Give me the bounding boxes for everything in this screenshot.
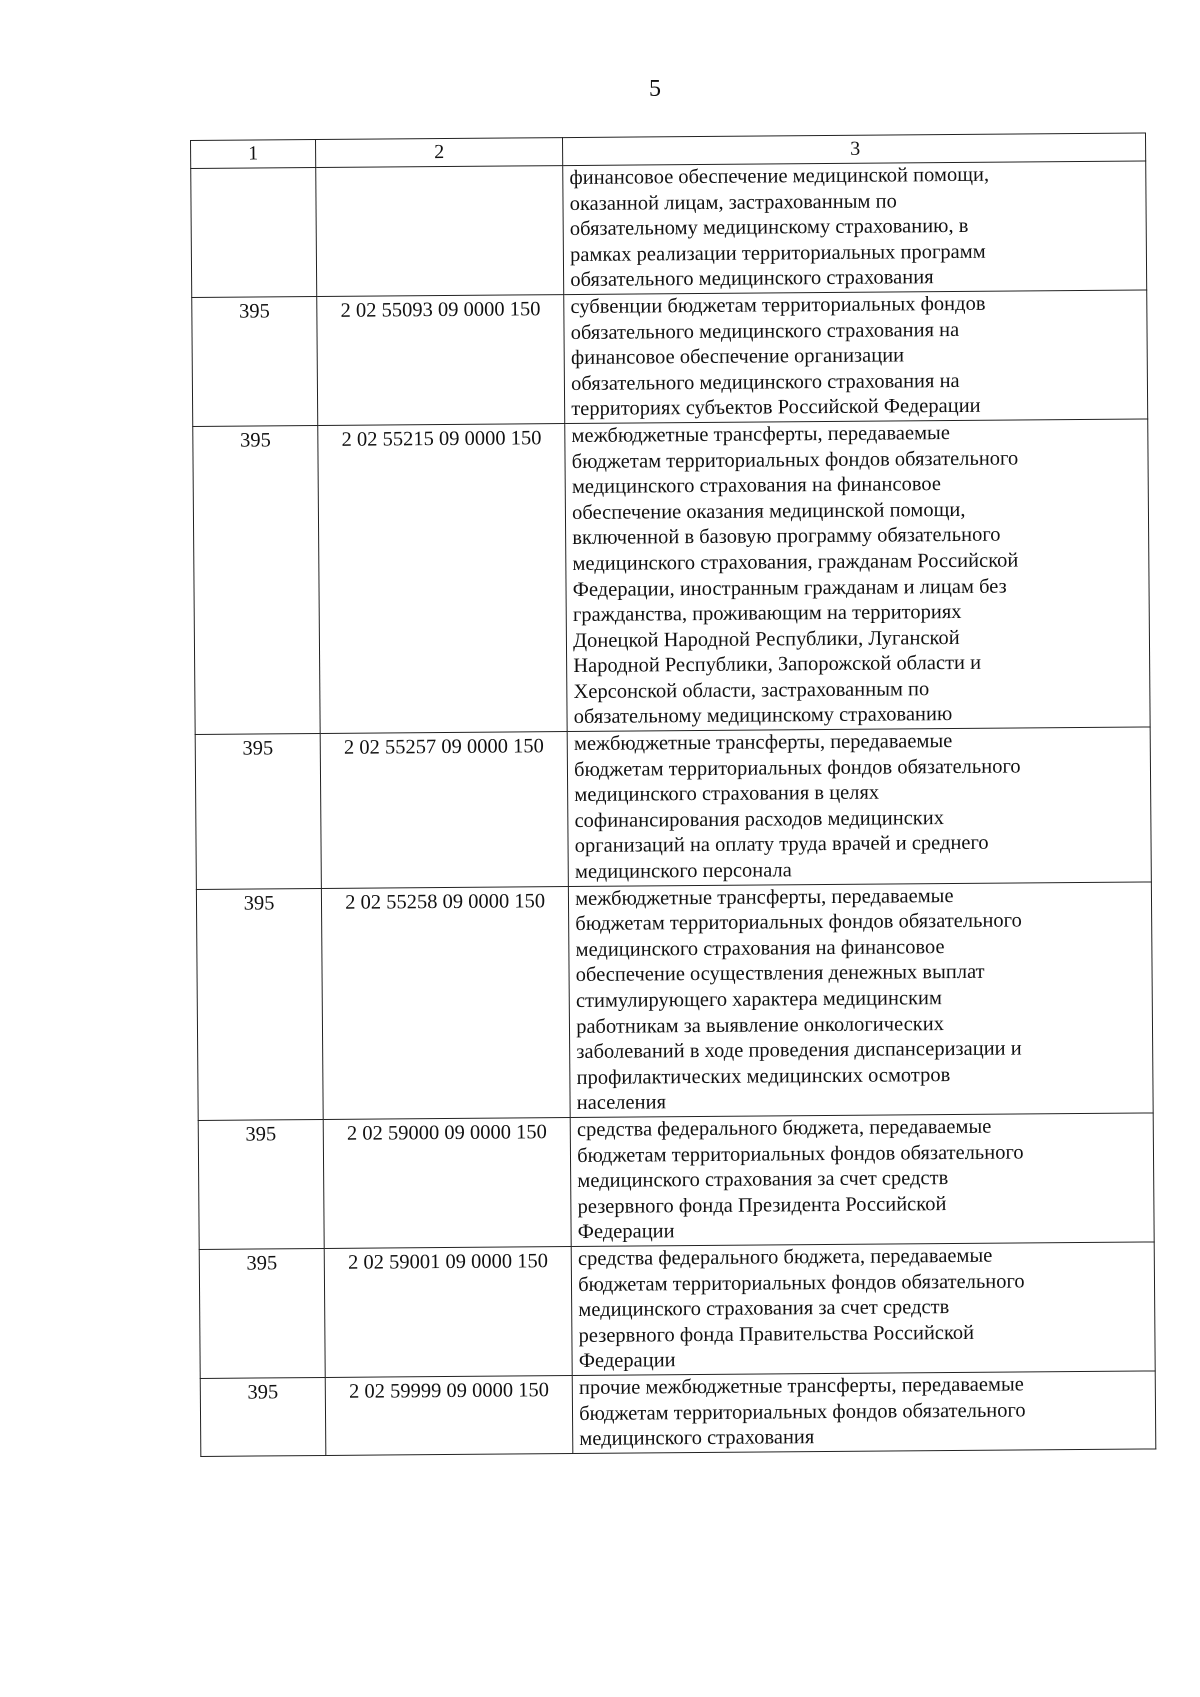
admin-code-cell xyxy=(195,734,321,890)
admin-code-cell xyxy=(191,168,317,298)
description-cell xyxy=(570,1113,1154,1247)
description-text: средства федерального бюджета, передаваемые бюджетам территориальных фондов обязательного медицинского страхования за счет средств резервного фонда Президента Российской Федерации xyxy=(576,1115,1024,1244)
table-body xyxy=(191,161,1156,1456)
revenue-code: 2 02 55258 09 0000 150 xyxy=(345,889,546,914)
column-header-1: 1 xyxy=(191,140,316,169)
admin-code: 395 xyxy=(245,1123,277,1146)
description-text: межбюджетные трансферты, передаваемые бюджетам территориальных фондов обязательного медицинского страхования в целях софинансирования расходов медицинских организаций на оплату труда врачей и среднего медицинского персонала xyxy=(573,730,1021,884)
table-row xyxy=(199,1242,1155,1378)
table-row xyxy=(200,1371,1156,1456)
table-row xyxy=(191,161,1147,297)
description-text: межбюджетные трансферты, передаваемые бюджетам территориальных фондов обязательного медицинского страхования на финансовое обеспечение оказания медицинской помощи, включенной в базовую программу обязательного медицинского страхования, гражданам Российской Федерации, иностранным гражданам и лицам без гражданства, проживающим на территориях Донецкой Народной Республики, Луганской Народной Республики, Запорожской области и Херсонской области, застрахованным по обязательному медицинскому страхованию xyxy=(571,421,1019,729)
admin-code: 395 xyxy=(247,1381,279,1404)
page-number: 5 xyxy=(649,76,661,102)
admin-code-cell xyxy=(198,1119,324,1249)
revenue-code-cell xyxy=(321,886,570,1119)
revenue-code: 2 02 59000 09 0000 150 xyxy=(346,1121,547,1145)
description-text: средства федерального бюджета, передаваемые бюджетам территориальных фондов обязательного медицинского страхования за счет средств резервного фонда Правительства Российской Федерации xyxy=(577,1244,1025,1373)
revenue-code: 2 02 55093 09 0000 150 xyxy=(340,298,541,322)
admin-code-cell xyxy=(196,888,323,1120)
revenue-code: 2 02 59001 09 0000 150 xyxy=(347,1250,548,1274)
admin-code: 395 xyxy=(242,737,274,760)
table-row xyxy=(193,419,1150,735)
description-cell xyxy=(572,1371,1155,1453)
revenue-code-cell xyxy=(317,295,565,426)
admin-code: 395 xyxy=(239,429,271,452)
table-row xyxy=(195,727,1151,889)
description-cell xyxy=(571,1242,1155,1376)
revenue-code: 2 02 55257 09 0000 150 xyxy=(343,735,544,759)
admin-code xyxy=(191,168,315,171)
description-cell xyxy=(563,161,1147,295)
admin-code: 395 xyxy=(238,300,270,323)
description-cell xyxy=(569,882,1154,1118)
admin-code: 395 xyxy=(246,1252,278,1275)
admin-code-cell xyxy=(200,1377,326,1456)
admin-code-cell xyxy=(193,425,321,734)
description-cell xyxy=(564,290,1148,424)
description-cell xyxy=(567,727,1151,886)
revenue-code-cell xyxy=(324,1246,572,1377)
revenue-code-cell xyxy=(323,1118,571,1249)
description-text: прочие межбюджетные трансферты, передаваемые бюджетам территориальных фондов обязательного медицинского страхования xyxy=(578,1373,1026,1451)
admin-code-cell xyxy=(199,1248,325,1378)
revenue-code-cell xyxy=(320,732,568,888)
table-row xyxy=(196,882,1153,1121)
description-text: субвенции бюджетам территориальных фондов обязательного медицинского страхования на финансовое обеспечение организации обязательного медицинского страхования на территориях субъектов Российской Федерации xyxy=(570,292,986,421)
revenue-code-cell xyxy=(316,166,564,297)
column-header-2: 2 xyxy=(316,138,563,168)
description-cell xyxy=(565,419,1150,732)
table-row xyxy=(192,290,1148,426)
revenue-code-cell xyxy=(325,1375,573,1455)
revenue-code-cell xyxy=(318,424,567,734)
column-header-3: 3 xyxy=(563,133,1146,166)
revenue-code xyxy=(316,166,562,170)
revenue-code: 2 02 59999 09 0000 150 xyxy=(348,1379,549,1403)
table-row xyxy=(198,1113,1154,1249)
admin-code-cell xyxy=(192,296,318,426)
admin-code: 395 xyxy=(243,891,275,915)
revenue-code: 2 02 55215 09 0000 150 xyxy=(341,427,542,451)
description-text: межбюджетные трансферты, передаваемые бюджетам территориальных фондов обязательного медицинского страхования на финансовое обеспечение осуществления денежных выплат стимулирующего характера медицинским работникам за выявление онкологических заболеваний в ходе проведения диспансеризации и профилактических медицинских осмотров населения xyxy=(575,884,1022,1115)
description-text: финансовое обеспечение медицинской помощи, оказанной лицам, застрахованным по обязательному медицинскому страхованию, в рамках реализации территориальных программ обязательного медицинского страхования xyxy=(569,163,990,292)
budget-classification-table xyxy=(190,132,1156,1456)
